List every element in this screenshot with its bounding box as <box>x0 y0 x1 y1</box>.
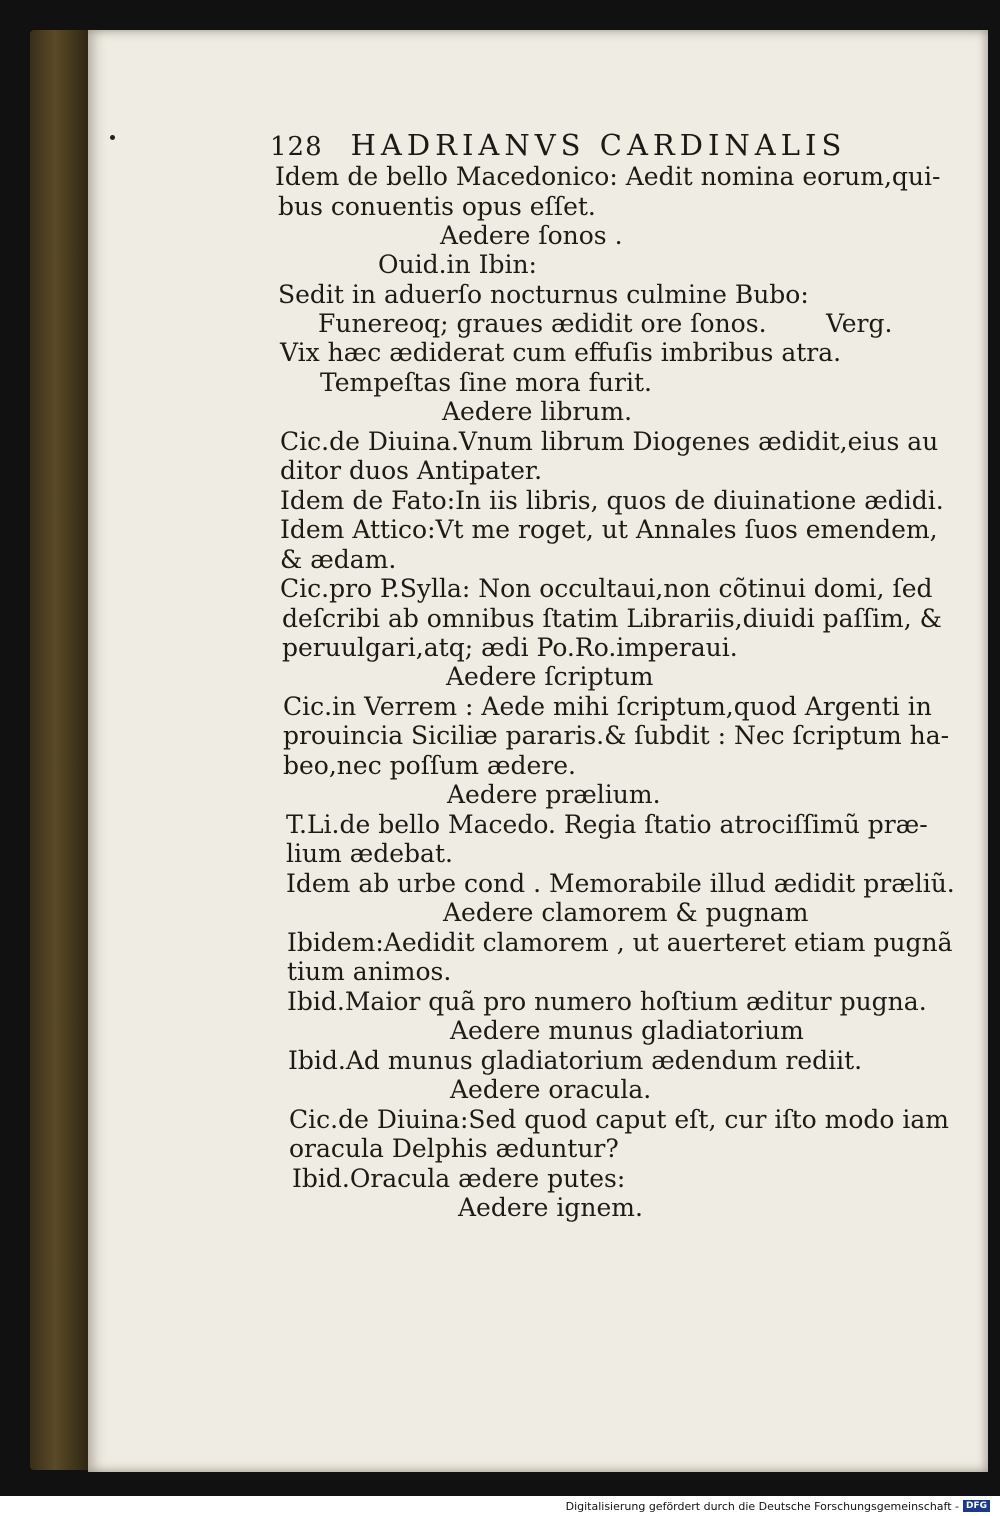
text-line: Ibidem:Aedidit clamorem , ut auerteret etiam pugnã <box>287 928 953 957</box>
text-line: Idem ab urbe cond . Memorabile illud ædidit præliũ. <box>286 869 955 898</box>
text-line: Idem Attico:Vt me roget, ut Annales ſuos emendem, <box>280 515 938 544</box>
digitization-credit <box>564 1497 992 1515</box>
text-line: Ibid.Maior quã pro numero hoſtium æditur pugna. <box>287 987 927 1016</box>
text-line: tium animos. <box>287 957 452 986</box>
text-line: Idem de bello Macedonico: Aedit nomina eorum,qui- <box>275 162 941 191</box>
text-line: Cic.de Diuina.Vnum librum Diogenes ædidit,eius au <box>280 427 939 456</box>
text-line: Funereoq; graues ædidit ore ſonos. <box>318 309 767 338</box>
text-line: Ibid.Oracula ædere putes: <box>292 1164 626 1193</box>
text-line: Cic.pro P.Sylla: Non occultaui,non cõtinui domi, ſed <box>280 574 933 603</box>
book-cover-edge <box>30 30 92 1470</box>
margin-note: Verg. <box>826 309 893 338</box>
credit-text: Digitalisierung gefördert durch die Deutsche Forschungsgemeinschaft - <box>565 1499 959 1513</box>
text-line: T.Li.de bello Macedo. Regia ſtatio atrociſſimũ præ- <box>286 810 928 839</box>
text-line: & ædam. <box>280 545 397 574</box>
text-line: Idem de Fato:In iis libris, quos de diuinatione ædidi. <box>280 486 944 515</box>
section-heading: Aedere clamorem & pugnam <box>443 898 809 927</box>
ink-mark <box>110 135 115 140</box>
text-line: Tempeſtas ſine mora furit. <box>320 368 652 397</box>
text-line: prouincia Siciliæ pararis.& ſubdit : Nec ſcriptum ha- <box>283 721 950 750</box>
section-heading: Aedere ſonos . <box>440 221 623 250</box>
text-line: deſcribi ab omnibus ſtatim Librariis,diuidi paſſim, & <box>282 604 942 633</box>
page-number: 128 <box>270 132 323 162</box>
text-line: oracula Delphis æduntur? <box>289 1134 619 1163</box>
text-line: Cic.de Diuina:Sed quod caput eſt, cur iſto modo iam <box>289 1105 950 1134</box>
text-line: Vix hæc ædiderat cum effuſis imbribus atra. <box>280 338 842 367</box>
section-heading: Aedere munus gladiatorium <box>450 1016 804 1045</box>
text-line: Ibid.Ad munus gladiatorium ædendum rediit. <box>288 1046 863 1075</box>
text-line: beo,nec poſſum ædere. <box>283 751 576 780</box>
text-line: peruulgari,atq; ædi Po.Ro.imperaui. <box>282 633 738 662</box>
text-line: ditor duos Antipater. <box>280 456 543 485</box>
text-line: bus conuentis opus eſſet. <box>278 192 596 221</box>
section-heading: Aedere ſcriptum <box>446 662 654 691</box>
section-heading: Aedere ignem. <box>458 1193 643 1222</box>
section-heading: Aedere oracula. <box>450 1075 652 1104</box>
text-line: Sedit in aduerſo nocturnus culmine Bubo: <box>278 280 809 309</box>
text-line: Cic.in Verrem : Aede mihi ſcriptum,quod Argenti in <box>283 692 932 721</box>
section-heading: Aedere librum. <box>442 397 633 426</box>
section-heading: Aedere prælium. <box>447 780 661 809</box>
dfg-logo-icon: DFG <box>963 1500 990 1512</box>
text-line: Ouid.in Ibin: <box>378 250 537 279</box>
text-line: lium ædebat. <box>286 839 453 868</box>
running-head-title: HADRIANVS CARDINALIS <box>350 128 847 162</box>
